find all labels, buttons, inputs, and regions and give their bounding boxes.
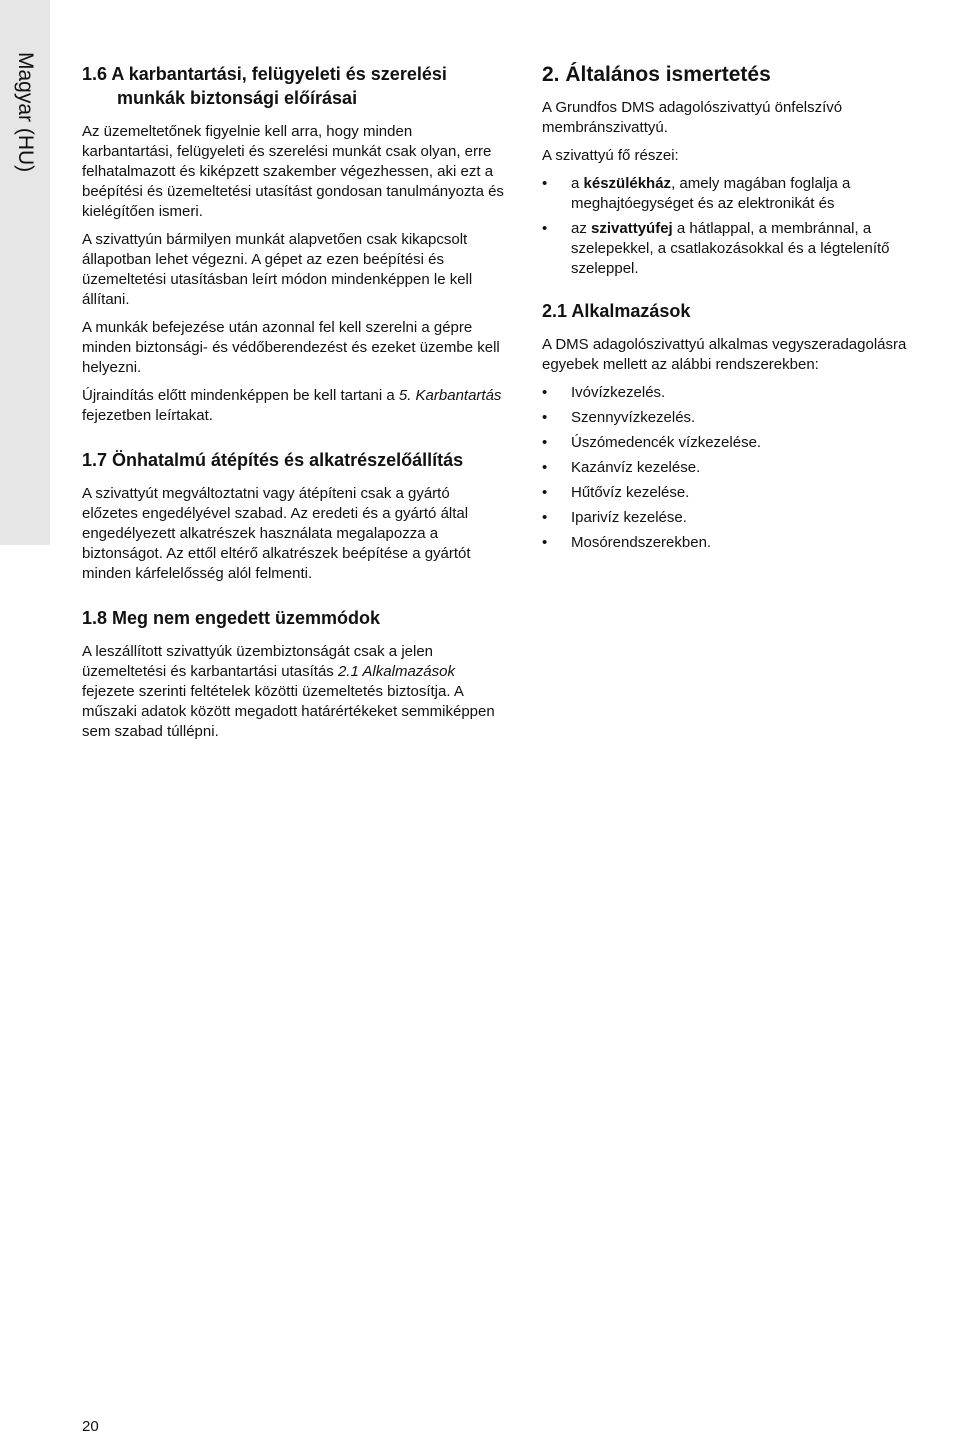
maintenance-reference: 5. Karbantartás (398, 387, 502, 404)
list-item: • Mosórendszerekben. (542, 533, 942, 553)
list-item: • Kazánvíz kezelése. (542, 458, 942, 478)
section-1-6-heading: 1.6 A karbantartási, felügyeleti és szerelési munkák biztonsági előírásai (82, 64, 447, 108)
section-1-8-paragraph (82, 642, 507, 742)
b2-pre: az (571, 220, 592, 237)
page-number: 20 (82, 1418, 99, 1435)
left-column (82, 62, 507, 750)
b2-post: a hátlappal, a membránnal, a szelepekkel, a csatlakozásokkal és a légtelenítő szeleppel. (571, 220, 890, 277)
list-item: • Úszómedencék vízkezelése. (542, 433, 942, 453)
right-column (542, 62, 942, 565)
pump-head-term: szivattyúfej (591, 220, 673, 237)
section-1-8-heading: 1.8 Meg nem engedett üzemmódok (82, 608, 381, 628)
list-item: • Iparivíz kezelése. (542, 508, 942, 528)
section-2-1-intro: A DMS adagolószivattyú alkalmas vegyszeradagolásra egyebek mellett az alábbi rendszerekben: (542, 336, 907, 373)
main-parts-list (542, 174, 942, 279)
p4-text: Újraindítás előtt mindenképpen be kell tartani a (82, 387, 399, 404)
applications-reference: 2.1 Alkalmazások (337, 663, 455, 680)
p18-tail: fejezete szerinti feltételek közötti üzemeltetés biztosítja. A műszaki adatok között megadott határértékeket semmiképpen sem szabad túllépni. (82, 683, 495, 740)
section-2-parts-label: A szivattyú fő részei: (542, 147, 679, 164)
section-1-6-paragraph-2: A szivattyún bármilyen munkát alapvetően csak kikapcsolt állapotban lehet végezni. A gépet az ezen beépítési és üzemeltetési utasításban leírt módon mindenképpen le kell állítani. (82, 231, 473, 308)
list-item (542, 174, 942, 214)
list-item: • Hűtővíz kezelése. (542, 483, 942, 503)
section-1-6-paragraph-4 (82, 386, 507, 426)
list-item: • Szennyvízkezelés. (542, 408, 942, 428)
section-1-6-paragraph-3: A munkák befejezése után azonnal fel kell szerelni a gépre minden biztonsági- és védőberendezést és ezeket üzembe kell helyezni. (82, 319, 500, 376)
language-label: Magyar (HU) (14, 52, 37, 173)
section-1-6-paragraph-1: Az üzemeltetőnek figyelnie kell arra, hogy minden karbantartási, felügyeleti és szerelési munkát csak olyan, erre felhatalmazott és kiképzett szakember végezhessen, aki ezt a beépítési és üzemeltetési utasítást gondosan tanulmányozta és kielégítően ismeri. (82, 123, 504, 220)
list-item: • Ivóvízkezelés. (542, 383, 942, 403)
p18-text: A leszállított szivattyúk üzembiztonságát csak a jelen üzemeltetési és karbantartási utasítás (82, 643, 434, 680)
section-2-1-heading: 2.1 Alkalmazások (542, 301, 691, 321)
section-1-7-heading: 1.7 Önhatalmú átépítés és alkatrészelőállítás (82, 450, 464, 470)
language-side-tab (0, 0, 50, 545)
b1-post: , amely magában foglalja a meghajtóegységet és az elektronikát és (571, 175, 851, 212)
p4-tail: fejezetben leírtakat. (82, 407, 213, 424)
list-item (542, 219, 942, 279)
section-2-intro: A Grundfos DMS adagolószivattyú önfelszívó membránszivattyú. (542, 99, 843, 136)
b1-pre: a (571, 175, 584, 192)
housing-term: készülékház (583, 175, 672, 192)
applications-list (542, 383, 942, 553)
section-2-heading: 2. Általános ismertetés (542, 63, 771, 86)
section-1-7-paragraph: A szivattyút megváltoztatni vagy átépíteni csak a gyártó előzetes engedélyével szabad. Az eredeti és a gyártó által engedélyezett alkatrészek használata megalapozza a biztonságot. Az ettől eltérő alkatrészek beépítése a gyártót minden kárfelelősség alól felmenti. (82, 485, 471, 582)
